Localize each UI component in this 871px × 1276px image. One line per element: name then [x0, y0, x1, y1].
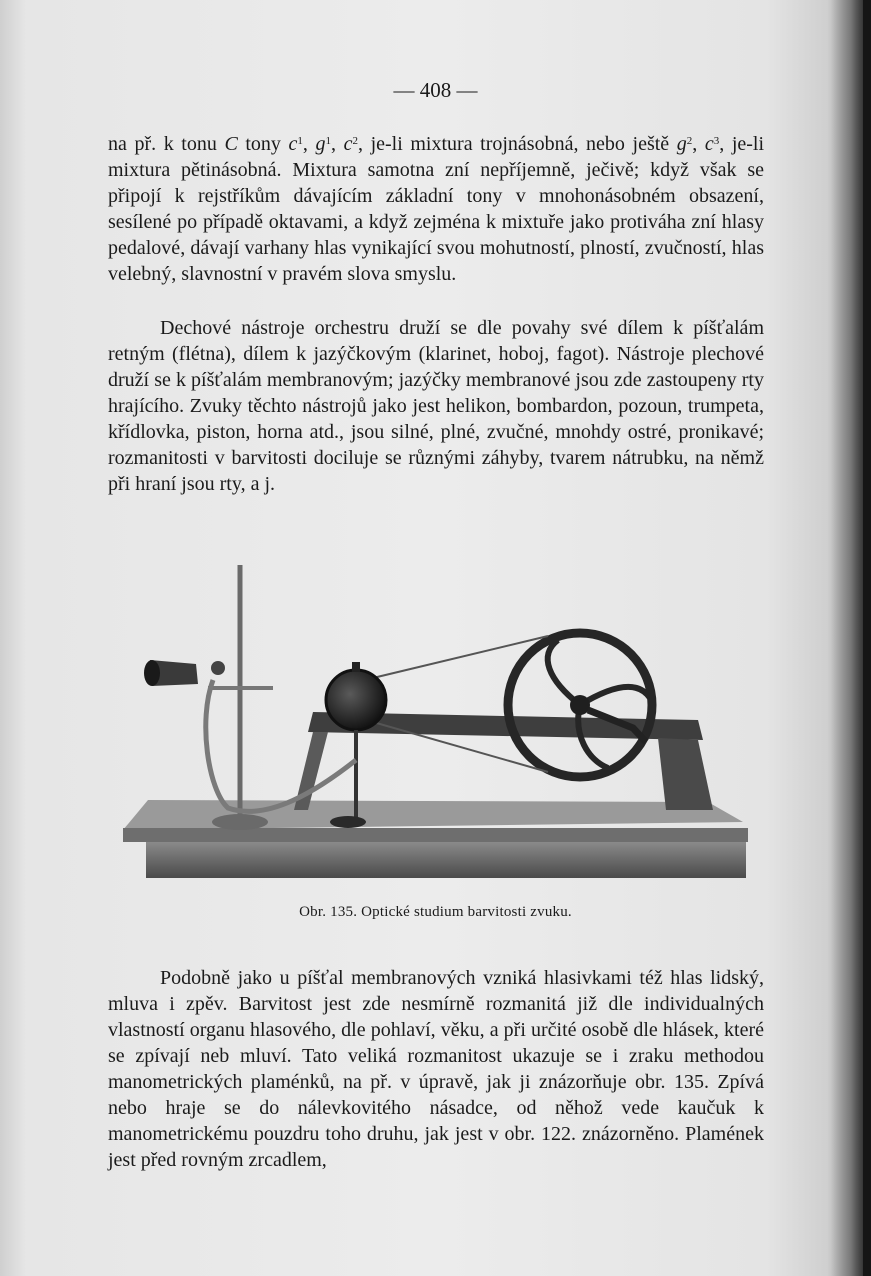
note-name: g	[676, 133, 687, 155]
note-name: C	[224, 133, 238, 155]
note-name: c	[343, 133, 353, 155]
stand-base	[212, 814, 268, 830]
octave-superscript: 1	[297, 135, 303, 147]
text-run: tony	[237, 133, 289, 155]
base-board-edge	[123, 828, 748, 842]
paragraph-mixtura	[108, 131, 764, 287]
text-run: ,	[692, 133, 705, 155]
octave-superscript: 1	[325, 135, 331, 147]
book-binding-edge	[863, 0, 871, 1276]
base-board-front	[146, 842, 746, 878]
note-name: g	[315, 133, 326, 155]
page-number: — 408 —	[393, 78, 478, 102]
rotating-mirror	[326, 670, 386, 730]
octave-superscript: 2	[686, 135, 693, 147]
octave-superscript: 3	[713, 135, 720, 147]
octave-superscript: 2	[352, 135, 358, 147]
text-run: , je-li mixtura pětinásobná. Mixtura samotna zní nepříjemně, ječivě; když však se připojí k rejstříkům dávajícím základní tony v mnohonásobném obsazení, sesílené po případě oktavami, a když zejména k mixtuře jako protiváha zní hlasy pedalové, dávají varhany hlas vynikající svou mohutností, plností, zvučností, hlas velebný, slavnostní v pravém slova smyslu.	[108, 133, 765, 285]
note-name: c	[704, 133, 714, 155]
text-run: na př. k tonu	[108, 133, 225, 155]
paragraph-human-voice: Podobně jako u píšťal membranových vzniká hlasivkami též hlas lidský, mluva i zpěv. Barvitost jest zde nesmírně rozmanitá již dle individualných vlastností organu hlasového, dle pohlaví, věku, a při určité osobě dle hlásek, které se zpívají neb mluví. Tato veliká rozmanitost ukazuje se i zraku methodou manometrických plaménků, na př. v úpravě, jak ji znázorňuje obr. 135. Zpívá nebo hraje se do nálevkovitého násadce, od něhož vede kaučuk k manometrickému pouzdru toho druhu, jak jest v obr. 122. znázorněno. Plamének jest před rovným zrcadlem,	[108, 967, 764, 1171]
paragraph-wind-instruments: Dechové nástroje orchestru druží se dle povahy své dílem k píšťalám retným (flétna), dílem k jazýčkovým (klarinet, hoboj, fagot). Nástroje plechové druží se k píšťalám membranovým; jazýčky membranové jsou zde zastoupeny rty hrajícího. Zvuky těchto nástrojů jako jest helikon, bombardon, pozoun, trumpeta, křídlovka, piston, horna atd., jsou silné, plné, zvučné, mnohdy ostré, pronikavé; rozmanitosti v barvitosti dociluje se různými záhyby, tvarem nátrubku, na němž při hraní jsou rty, a j.	[108, 317, 764, 495]
rail-leg-right	[658, 738, 713, 810]
figure-caption: Obr. 135. Optické studium barvitosti zvuku.	[299, 904, 572, 920]
figure-135	[118, 560, 758, 890]
text-run: ,	[302, 133, 316, 155]
apparatus-illustration	[118, 560, 758, 890]
note-name: c	[288, 133, 298, 155]
text-run: ,	[331, 133, 344, 155]
text-run: , je-li mixtura trojnásobná, nebo ještě	[357, 133, 677, 155]
